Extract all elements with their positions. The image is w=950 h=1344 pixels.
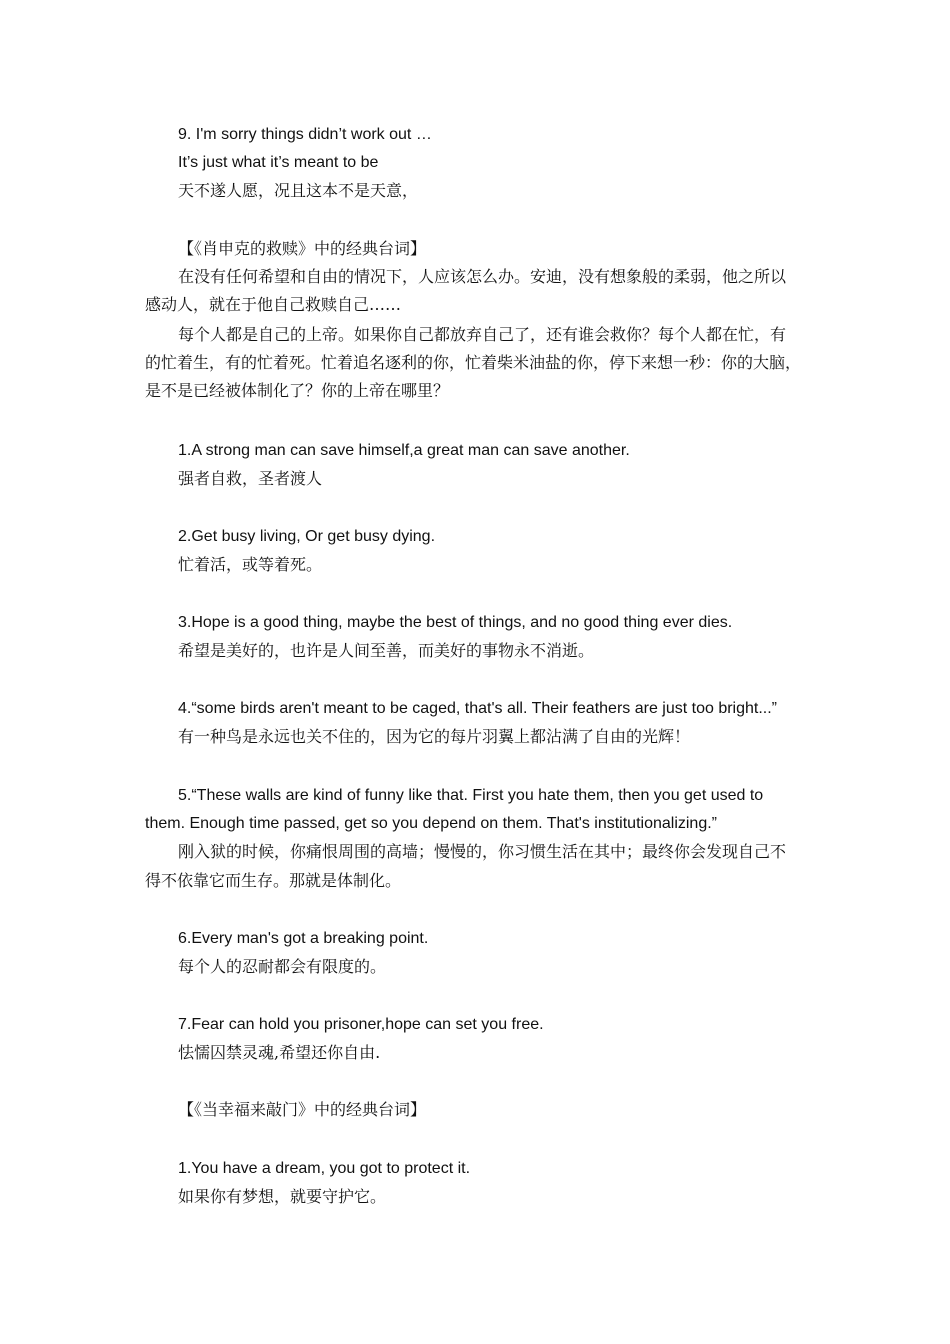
shawshank-quote-2-english: 2.Get busy living, Or get busy dying. [178, 528, 436, 545]
shawshank-quote-4-english: 4.“some birds aren't meant to be caged, that's all. Their feathers are just too bright...” [178, 700, 778, 717]
shawshank-para2-line2: 的忙着生，有的忙着死。忙着追名逐利的你，忙着柴米油盐的你，停下来想一秒：你的大脑， [145, 353, 802, 372]
shawshank-quote-5-english-line2: them. Enough time passed, get so you depend on them. That's institutionalizing.” [145, 815, 717, 832]
shawshank-quote-4-chinese: 有一种鸟是永远也关不住的，因为它的每片羽翼上都沾满了自由的光辉！ [178, 727, 691, 746]
shawshank-quote-1-english: 1.A strong man can save himself,a great man can save another. [178, 442, 630, 459]
shawshank-heading: 【《肖申克的救赎》中的经典台词】 [178, 239, 427, 258]
shawshank-quote-6-chinese: 每个人的忍耐都会有限度的。 [178, 957, 387, 976]
shawshank-quote-6-english: 6.Every man's got a breaking point. [178, 930, 429, 947]
shawshank-quote-7-english: 7.Fear can hold you prisoner,hope can set you free. [178, 1016, 544, 1033]
quote-9-english-line2: It’s just what it’s meant to be [178, 154, 379, 171]
pursuit-quote-1-english: 1.You have a dream, you got to protect it. [178, 1160, 471, 1177]
shawshank-para1-line1: 在没有任何希望和自由的情况下，人应该怎么办。安迪，没有想象般的柔弱，他之所以 [178, 267, 787, 286]
shawshank-quote-5-chinese-line1: 刚入狱的时候，你痛恨周围的高墙；慢慢的，你习惯生活在其中；最终你会发现自己不 [178, 842, 787, 861]
shawshank-quote-3-english: 3.Hope is a good thing, maybe the best of things, and no good thing ever dies. [178, 614, 733, 631]
shawshank-quote-5-chinese-line2: 得不依靠它而生存。那就是体制化。 [145, 871, 402, 890]
shawshank-para2-line3: 是不是已经被体制化了？你的上帝在哪里？ [145, 381, 450, 400]
shawshank-para1-line2: 感动人，就在于他自己救赎自己…… [145, 295, 402, 314]
shawshank-para2-line1: 每个人都是自己的上帝。如果你自己都放弃自己了，还有谁会救你？每个人都在忙，有 [178, 325, 787, 344]
pursuit-quote-1-chinese: 如果你有梦想，就要守护它。 [178, 1187, 387, 1206]
pursuit-heading: 【《当幸福来敲门》中的经典台词】 [178, 1100, 427, 1119]
shawshank-quote-2-chinese: 忙着活，或等着死。 [178, 555, 323, 574]
shawshank-quote-5-english-line1: 5.“These walls are kind of funny like that. First you hate them, then you get used to [178, 787, 764, 804]
shawshank-quote-7-chinese: 怯懦囚禁灵魂,希望还你自由. [178, 1043, 381, 1062]
quote-9-chinese: 天不遂人愿，况且这本不是天意， [178, 181, 419, 200]
shawshank-quote-1-chinese: 强者自救，圣者渡人 [178, 469, 323, 488]
shawshank-quote-3-chinese: 希望是美好的，也许是人间至善，而美好的事物永不消逝。 [178, 641, 595, 660]
quote-9-english: 9. I'm sorry things didn’t work out … [178, 126, 432, 143]
